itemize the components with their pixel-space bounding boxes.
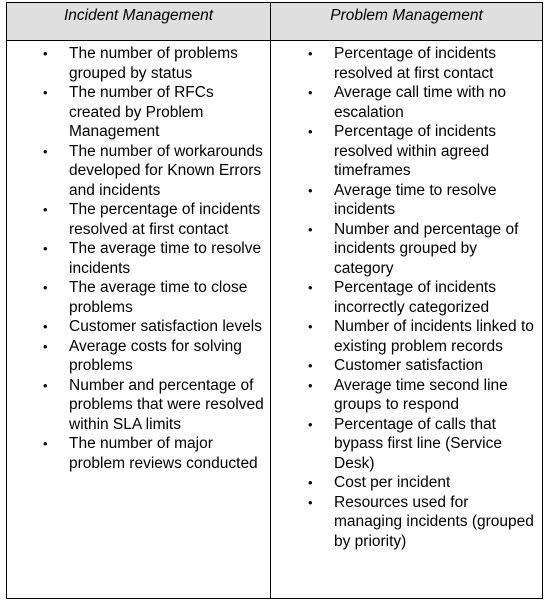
list-item-text: Number and percentage of problems that were resolved within SLA limits xyxy=(69,376,264,433)
incident-metrics-list xyxy=(7,44,270,473)
bullet-icon: • xyxy=(43,280,48,295)
bullet-icon: • xyxy=(308,46,313,61)
bullet-icon: • xyxy=(43,202,48,217)
list-item-text: The number of major problem reviews conducted xyxy=(69,435,258,472)
bullet-icon: • xyxy=(308,221,313,237)
incident-management-cell xyxy=(7,41,271,598)
bullet-icon: • xyxy=(43,338,48,354)
list-item-text: Average time to resolve incidents xyxy=(334,181,497,218)
list-item-text: Customer satisfaction xyxy=(334,357,484,374)
list-item-text: Cost per incident xyxy=(334,474,451,491)
list-item xyxy=(7,434,270,473)
problem-management-header: Problem Management xyxy=(271,3,542,41)
bullet-icon: • xyxy=(308,358,313,373)
bullet-icon: • xyxy=(308,494,313,510)
list-item xyxy=(7,200,270,239)
problem-management-cell xyxy=(271,41,542,598)
bullet-icon: • xyxy=(43,436,48,451)
list-item xyxy=(7,376,270,435)
list-item xyxy=(7,239,270,278)
list-item-text: The average time to close problems xyxy=(69,279,248,316)
list-item-text: Customer satisfaction levels xyxy=(69,318,262,335)
bullet-icon: • xyxy=(308,182,313,198)
list-item xyxy=(7,142,270,201)
bullet-icon: • xyxy=(308,416,313,432)
list-item-text: Percentage of incidents resolved within agreed timeframes xyxy=(334,123,496,179)
bullet-icon: • xyxy=(43,143,48,159)
list-item-text: Percentage of incidents incorrectly categorized xyxy=(334,279,496,316)
list-item-text: The average time to resolve incidents xyxy=(69,240,262,277)
list-item-text: The number of RFCs created by Problem Management xyxy=(69,84,214,140)
list-item xyxy=(271,493,542,552)
bullet-icon: • xyxy=(43,241,48,256)
bullet-icon: • xyxy=(308,124,313,139)
list-item xyxy=(7,83,270,142)
list-item-text: The number of workarounds developed for Known Errors and incidents xyxy=(69,142,263,199)
list-item-text: Number of incidents linked to existing problem records xyxy=(334,318,534,355)
list-item-text: The percentage of incidents resolved at first contact xyxy=(69,201,261,238)
list-item-text: Resources used for managing incidents (grouped by priority) xyxy=(334,493,534,550)
list-item xyxy=(271,181,542,220)
bullet-icon: • xyxy=(43,377,48,393)
list-item xyxy=(271,356,542,376)
list-item xyxy=(271,473,542,493)
list-item xyxy=(271,44,542,83)
list-item xyxy=(271,415,542,474)
bullet-icon: • xyxy=(43,46,48,61)
list-item xyxy=(271,376,542,415)
list-item-text: The number of problems grouped by status xyxy=(69,45,238,82)
bullet-icon: • xyxy=(308,319,313,334)
list-item-text: Percentage of incidents resolved at first contact xyxy=(334,45,496,82)
problem-metrics-list xyxy=(271,44,542,551)
bullet-icon: • xyxy=(43,319,48,334)
metrics-table xyxy=(6,2,543,599)
list-item xyxy=(271,220,542,279)
list-item-text: Average call time with no escalation xyxy=(334,84,507,121)
incident-management-header: Incident Management xyxy=(7,3,271,41)
list-item-text: Average time second line groups to respond xyxy=(334,376,508,413)
bullet-icon: • xyxy=(43,85,48,100)
list-item xyxy=(271,317,542,356)
bullet-icon: • xyxy=(308,280,313,295)
list-item-text: Number and percentage of incidents grouped by category xyxy=(334,220,519,277)
list-item xyxy=(7,317,270,337)
list-item xyxy=(7,278,270,317)
list-item xyxy=(271,122,542,181)
list-item xyxy=(271,278,542,317)
list-item xyxy=(271,83,542,122)
bullet-icon: • xyxy=(308,85,313,100)
bullet-icon: • xyxy=(308,475,313,490)
list-item xyxy=(7,337,270,376)
bullet-icon: • xyxy=(308,377,313,393)
list-item-text: Average costs for solving problems xyxy=(69,337,242,374)
list-item-text: Percentage of calls that bypass first line (Service Desk) xyxy=(334,415,502,472)
list-item xyxy=(7,44,270,83)
